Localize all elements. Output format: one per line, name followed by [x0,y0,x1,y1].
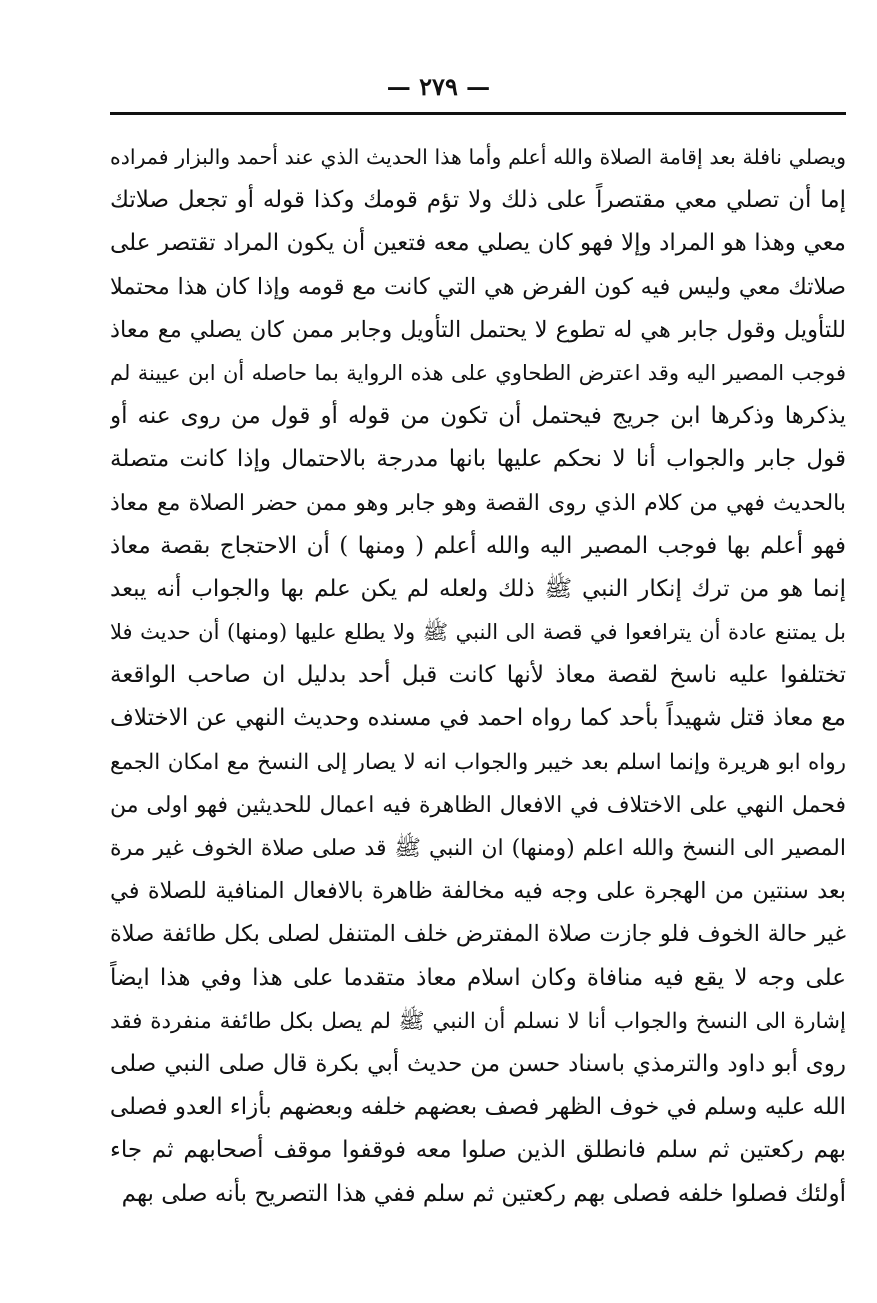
text-line: على وجه لا يقع فيه منافاة وكان اسلام معاذ متقدما على هذا وفي هذا ايضاً [110,964,846,991]
text-line: إنما هو من ترك إنكار النبي ﷺ ذلك ولعله لم يكن علم بها والجواب أنه يبعد [110,575,846,602]
text-line: رواه ابو هريرة وإنما اسلم بعد خيبر والجواب انه لا يصار إلى النسخ مع امكان الجمع [110,749,846,775]
text-line: إما أن تصلي معي مقتصراً على ذلك ولا تؤم قومك وكذا قوله أو تجعل صلاتك [110,187,846,214]
header-rule [110,112,846,115]
text-line: بعد سنتين من الهجرة على وجه فيه مخالفة ظاهرة بالافعال المنافية للصلاة في [110,878,846,905]
text-line: مع معاذ قتل شهيداً بأحد كما رواه احمد في مسنده وحديث النهي عن الاختلاف [110,705,846,732]
text-line: ويصلي نافلة بعد إقامة الصلاة والله أعلم وأما هذا الحديث الذي عند أحمد والبزار فمراده [110,145,846,169]
text-line: تختلفوا عليه ناسخ لقصة معاذ لأنها كانت قبل أحد بدليل ان صاحب الواقعة [110,662,846,689]
text-line: بل يمتنع عادة أن يترافعوا في قصة الى النبي ﷺ ولا يطلع عليها (ومنها) أن حديث فلا [110,620,846,645]
text-line: فهو أعلم بها فوجب المصير اليه والله أعلم ( ومنها ) أن الاحتجاج بقصة معاذ [110,532,846,559]
text-line: بهم ركعتين ثم سلم فانطلق الذين صلوا معه فوقفوا موقف أصحابهم ثم جاء [110,1137,846,1164]
text-line: المصير الى النسخ والله اعلم (ومنها) ان النبي ﷺ قد صلى صلاة الخوف غير مرة [110,836,846,861]
text-line: معي وهذا هو المراد وإلا فهو كان يصلي معه فتعين أن يكون المراد تقتصر على [110,230,846,257]
text-line: إشارة الى النسخ والجواب أنا لا نسلم أن النبي ﷺ لم يصل بكل طائفة منفردة فقد [110,1008,846,1034]
text-line: الله عليه وسلم في خوف الظهر فصف بعضهم خلفه وبعضهم بأزاء العدو فصلى [110,1094,846,1121]
text-line: أولئك فصلوا خلفه فصلى بهم ركعتين ثم سلم ففي هذا التصريح بأنه صلى بهم [121,1180,846,1207]
text-line: فحمل النهي على الاختلاف في الافعال الظاهرة فيه اعمال للحديثين فهو اولى من [110,792,846,818]
body-text [110,136,846,1216]
text-line: صلاتك معي وليس فيه كون الفرض هي التي كانت مع قومه وإذا كان هذا محتملا [110,273,846,300]
text-line: فوجب المصير اليه وقد اعترض الطحاوي على هذه الرواية بما حاصله أن ابن عيينة لم [110,360,846,385]
text-line: غير حالة الخوف فلو جازت صلاة المفترض خلف المتنفل لصلى بكل طائفة صلاة [110,921,846,948]
page-number: — ٢٧٩ — [386,72,491,101]
text-line: يذكرها وذكرها ابن جريج فيحتمل أن تكون من قوله أو قول من روى عنه أو [110,403,846,430]
text-line: روى أبو داود والترمذي باسناد حسن من حديث أبي بكرة قال صلى النبي صلى [110,1050,846,1077]
text-line: قول جابر والجواب أنا لا نحكم عليها بانها مدرجة بالاحتمال وإذا كانت متصلة [110,446,846,473]
text-line: للتأويل وقول جابر هي له تطوع لا يحتمل التأويل وجابر ممن كان يصلي مع معاذ [110,316,846,343]
text-line: بالحديث فهي من كلام الذي روى القصة وهو جابر وهو ممن حضر الصلاة مع معاذ [110,490,846,516]
